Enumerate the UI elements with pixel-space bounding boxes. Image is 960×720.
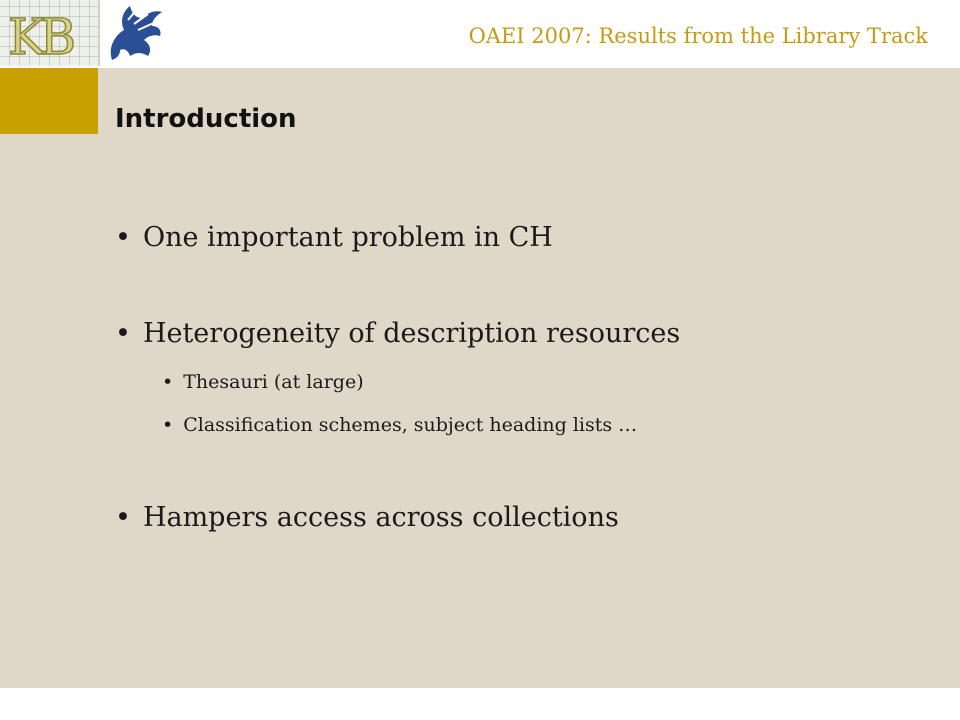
- kb-logo: [0, 0, 100, 66]
- slide-title: Introduction: [115, 104, 297, 134]
- bullet-icon: •: [115, 222, 131, 253]
- bullet-icon: •: [162, 371, 174, 393]
- bullet-item: [115, 222, 553, 253]
- lion-emblem-icon: [98, 0, 166, 66]
- bullet-text: Heterogeneity of description resources: [142, 318, 681, 349]
- presentation-title: OAEI 2007: Results from the Library Track: [468, 24, 928, 48]
- slide-body: [0, 68, 960, 688]
- bullet-icon: •: [115, 502, 131, 533]
- bullet-text: Classification schemes, subject heading lists …: [183, 414, 638, 436]
- bullet-text: One important problem in CH: [142, 222, 553, 253]
- accent-square: [0, 68, 98, 134]
- bullet-item: [115, 502, 619, 533]
- bullet-icon: •: [115, 318, 131, 349]
- slide-header: [0, 0, 960, 68]
- sub-bullet-item: [162, 414, 637, 436]
- kb-logo-graphic: [0, 0, 98, 66]
- bullet-text: Hampers access across collections: [142, 502, 619, 533]
- kb-logo-text: KB: [8, 8, 71, 66]
- bullet-icon: •: [162, 414, 174, 436]
- bullet-item: [115, 318, 680, 349]
- bullet-text: Thesauri (at large): [183, 371, 364, 393]
- sub-bullet-item: [162, 371, 364, 393]
